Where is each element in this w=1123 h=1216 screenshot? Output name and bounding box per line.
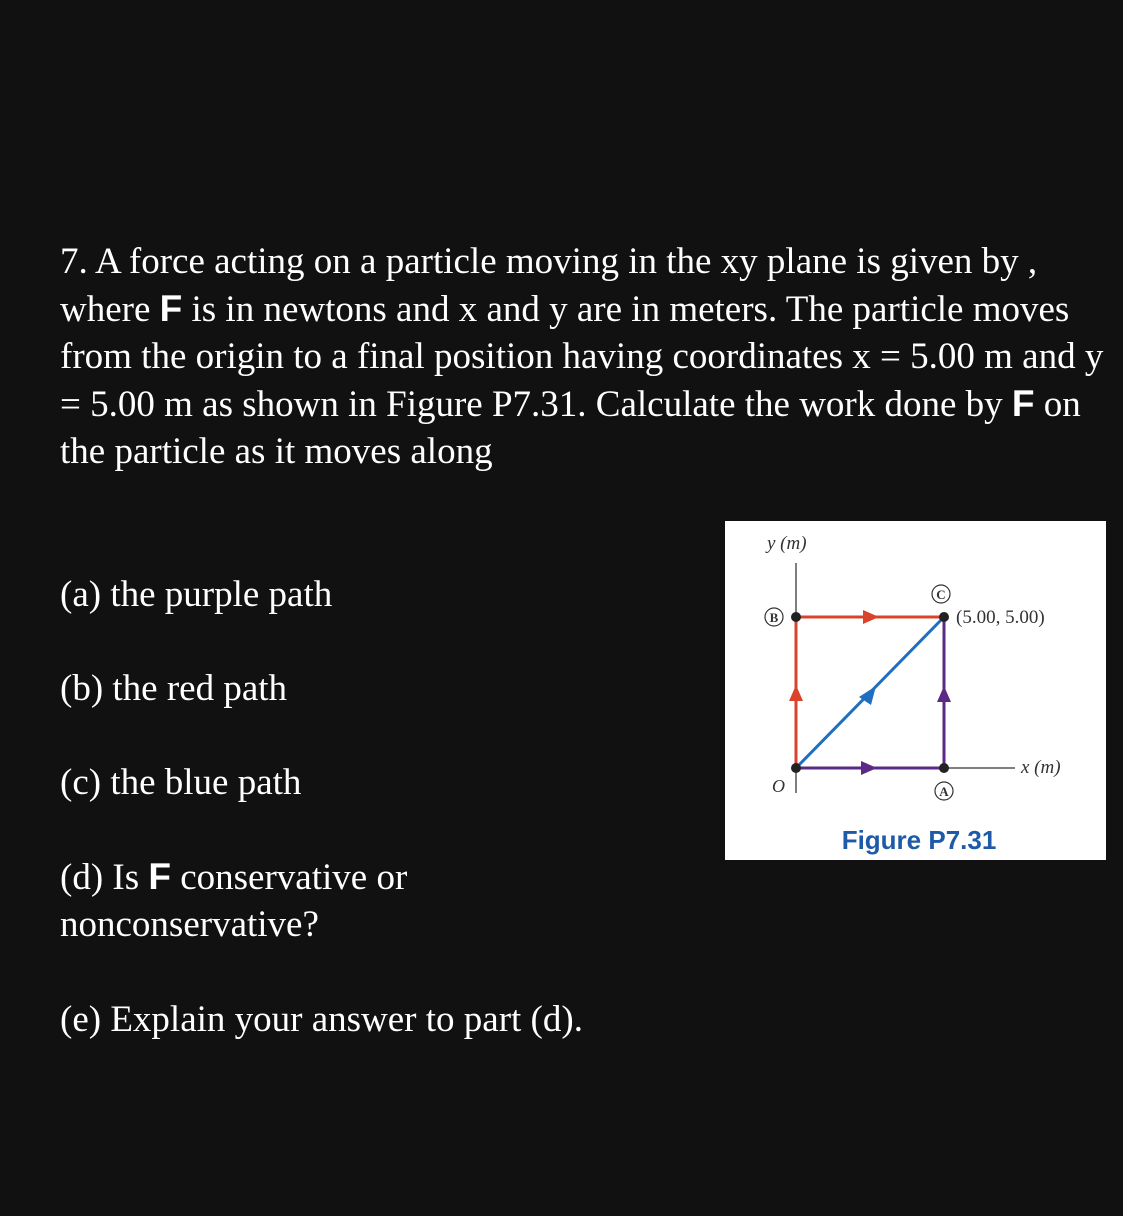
- x-axis-label: x (m): [1021, 757, 1061, 778]
- force-symbol: F: [148, 856, 171, 897]
- point-c-label: C: [936, 587, 946, 602]
- part-c: (c) the blue path: [60, 762, 302, 803]
- figure-caption: Figure P7.31: [841, 825, 997, 855]
- question-text: [60, 238, 1110, 475]
- red-arrow-right: [863, 610, 879, 624]
- part-d-suffix: conservative or nonconservative?: [60, 857, 408, 945]
- question-end: on the particle as it moves along: [60, 384, 1081, 472]
- coordinates-label: (5.00, 5.00): [956, 607, 1045, 628]
- red-arrow-up: [789, 685, 803, 701]
- path-diagram: [725, 521, 1106, 860]
- origin-point: [791, 763, 801, 773]
- part-d-prefix: (d) Is: [60, 857, 149, 898]
- point-a-label: A: [939, 784, 949, 799]
- force-symbol: F: [1011, 383, 1035, 424]
- part-d: [60, 853, 480, 948]
- y-axis-label: y (m): [767, 533, 807, 554]
- purple-arrow-right: [861, 761, 877, 775]
- part-a: (a) the purple path: [60, 574, 333, 615]
- point-b-label: B: [769, 610, 779, 625]
- point-c-dot: [939, 612, 949, 622]
- purple-arrow-up: [937, 686, 951, 702]
- question-middle: is in newtons and x and y are in meters. The particle moves from the origin to a final position having coordinates x = 5.00 m and y = 5.00 m as shown in Figure P7.31. Calculate the work done by: [60, 289, 1104, 425]
- origin-label: O: [772, 776, 785, 796]
- part-b: (b) the red path: [60, 668, 288, 709]
- force-symbol: F: [159, 288, 183, 329]
- figure-p7-31: [725, 521, 1106, 860]
- point-b-dot: [791, 612, 801, 622]
- question-intro: 7. A force acting on a particle moving in the xy plane is given by , where: [60, 241, 1038, 330]
- point-a-dot: [939, 763, 949, 773]
- part-e: (e) Explain your answer to part (d).: [60, 999, 583, 1040]
